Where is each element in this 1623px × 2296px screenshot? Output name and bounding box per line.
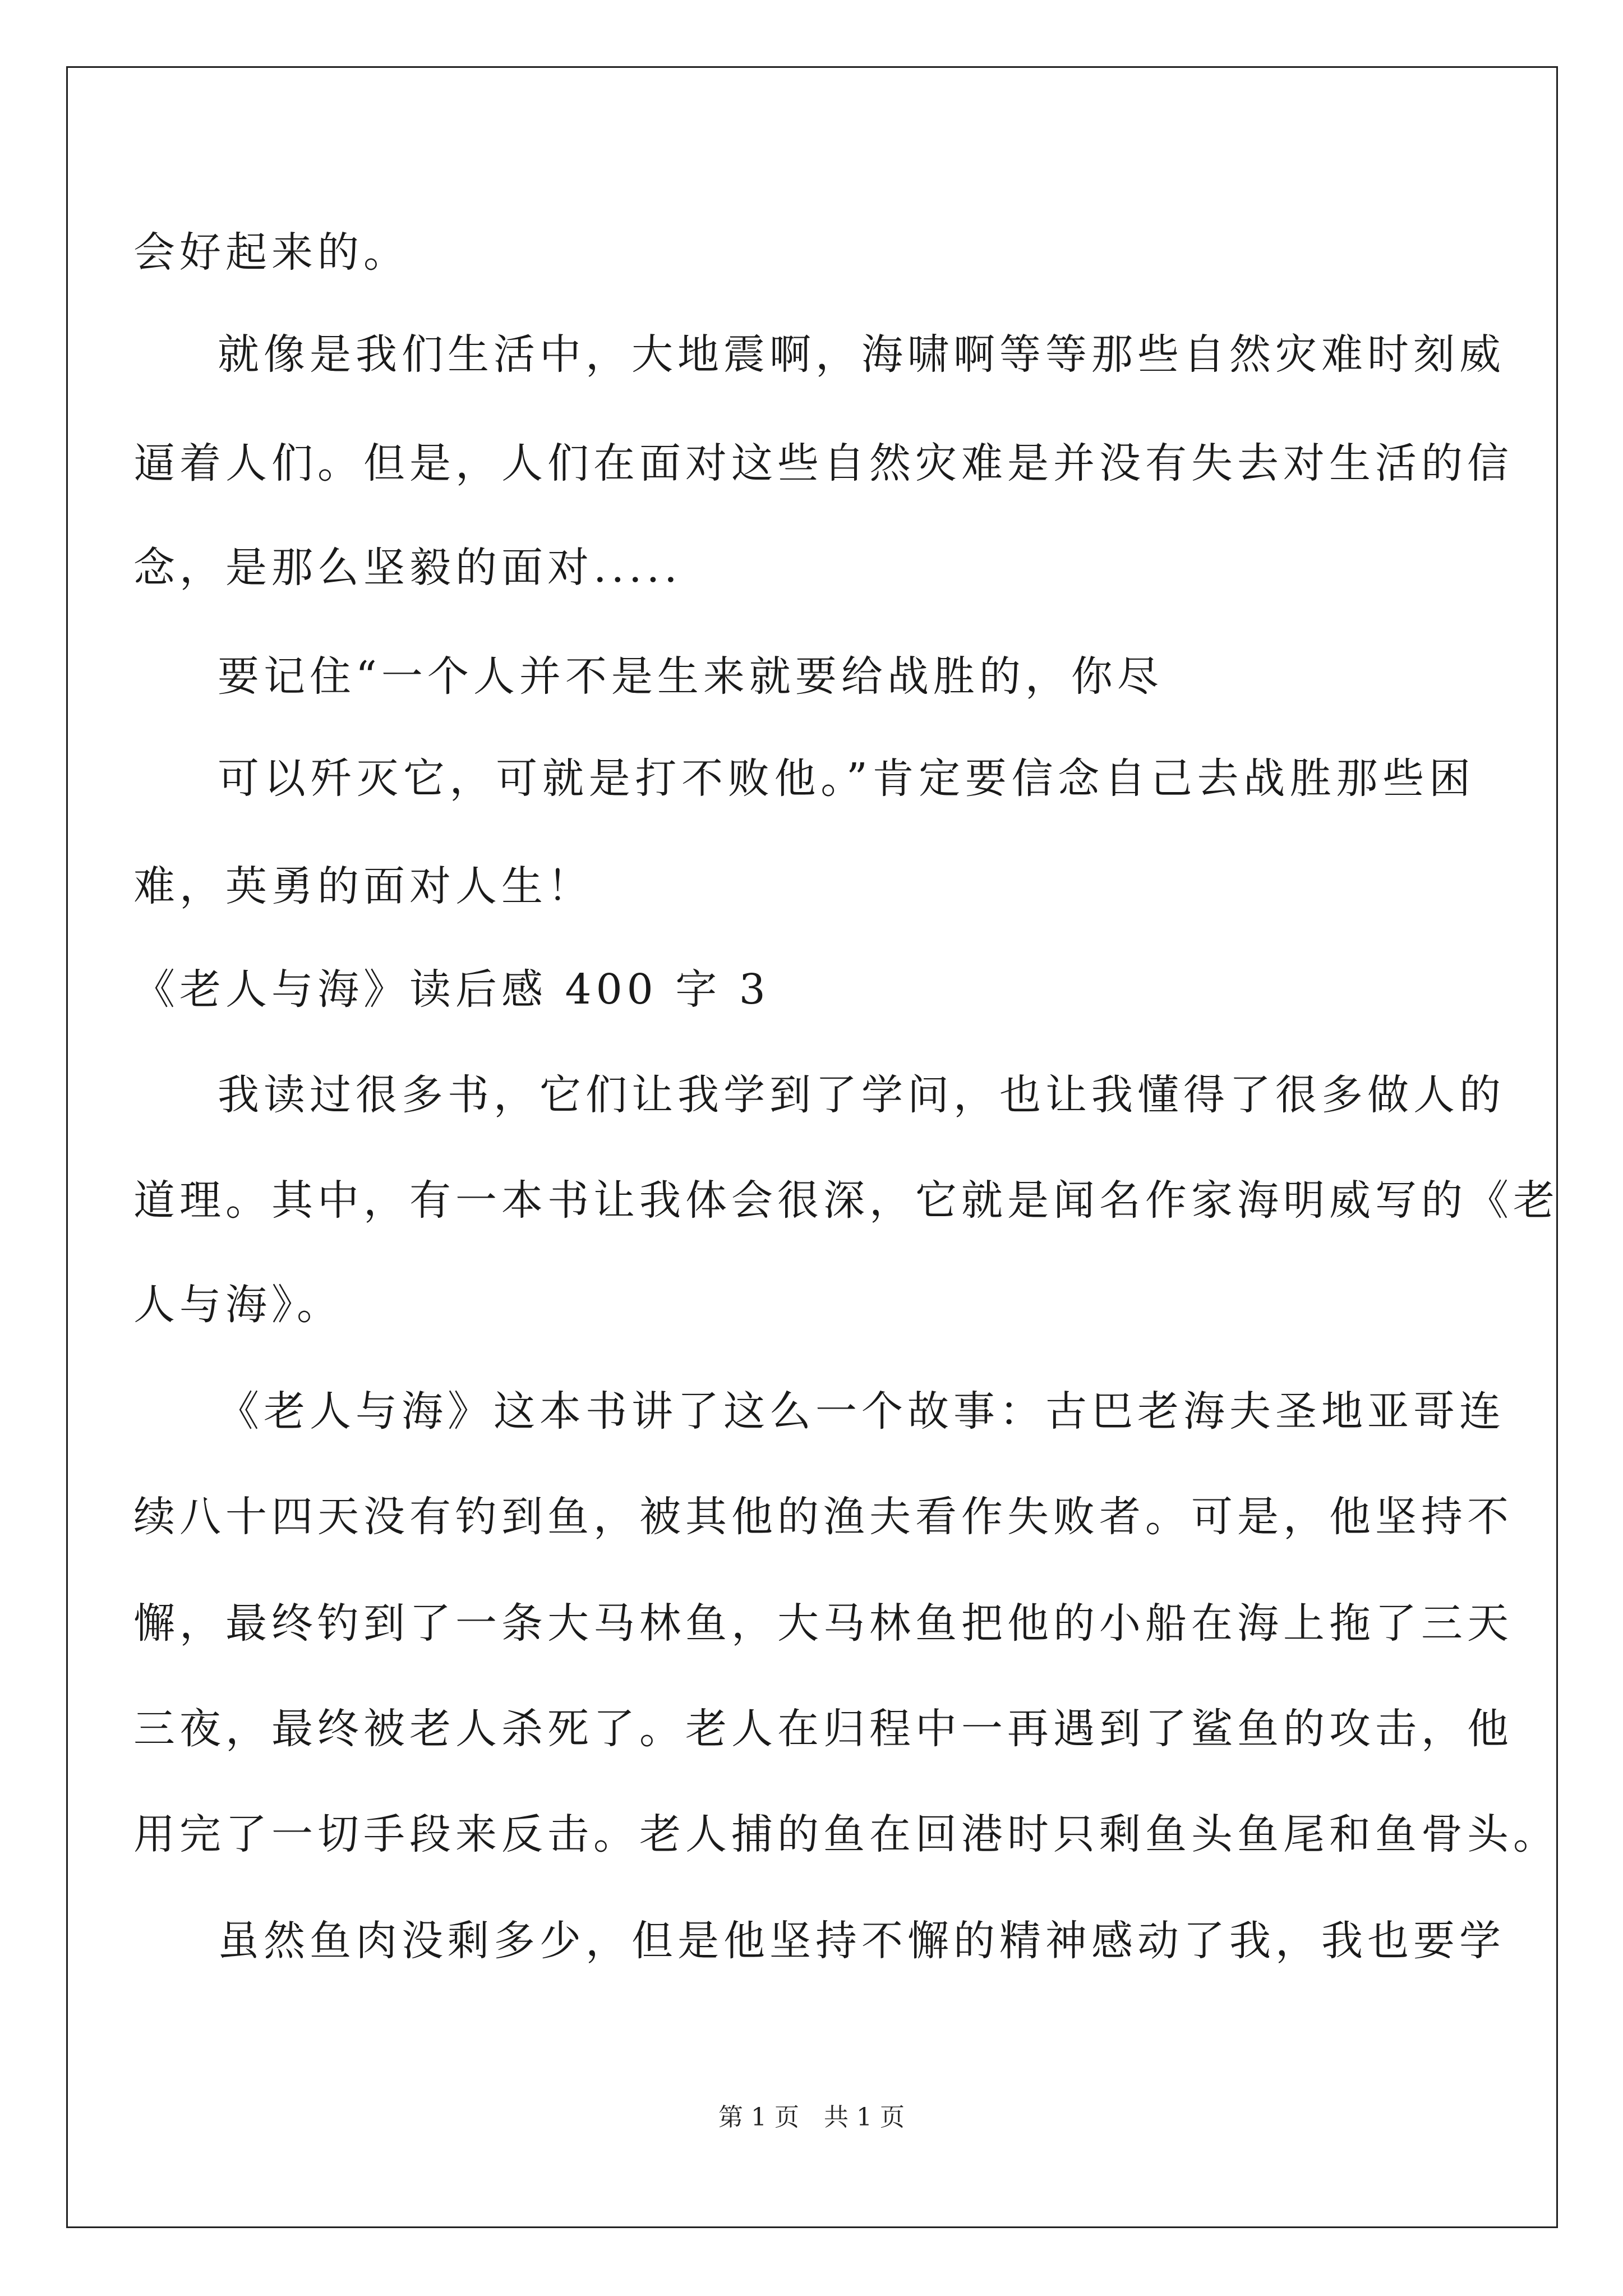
paragraph-line: 难，英勇的面对人生！ xyxy=(133,862,593,910)
paragraph-line: 道理。其中，有一本书让我体会很深，它就是闻名作家海明威写的《老 xyxy=(133,1176,1559,1225)
paragraph-line: 虽然鱼肉没剩多少，但是他坚持不懈的精神感动了我，我也要学 xyxy=(218,1917,1505,1965)
paragraph-line: 《老人与海》这本书讲了这么一个故事：古巴老海夫圣地亚哥连 xyxy=(218,1387,1505,1435)
page-border xyxy=(66,66,1558,2228)
paragraph-line: 续八十四天没有钓到鱼，被其他的渔夫看作失败者。可是，他坚持不 xyxy=(133,1493,1513,1541)
paragraph-line: 会好起来的。 xyxy=(133,228,409,277)
page-number-footer: 第 1 页 共 1 页 xyxy=(718,2103,905,2132)
paragraph-line: 逼着人们。但是，人们在面对这些自然灾难是并没有失去对生活的信 xyxy=(133,439,1513,487)
paragraph-line: 要记住“一个人并不是生来就要给战胜的，你尽 xyxy=(218,652,1163,701)
paragraph-line: 三夜，最终被老人杀死了。老人在归程中一再遇到了鲨鱼的攻击，他 xyxy=(133,1705,1513,1753)
paragraph-line: 念，是那么坚毅的面对..... xyxy=(133,544,682,592)
paragraph-line: 人与海》。 xyxy=(133,1281,343,1329)
paragraph-line: 就像是我们生活中，大地震啊，海啸啊等等那些自然灾难时刻威 xyxy=(218,330,1505,379)
paragraph-line: 用完了一切手段来反击。老人捕的鱼在回港时只剩鱼头鱼尾和鱼骨头。 xyxy=(133,1810,1559,1858)
paragraph-line: 我读过很多书，它们让我学到了学问，也让我懂得了很多做人的 xyxy=(218,1071,1505,1119)
paragraph-line: 懈，最终钓到了一条大马林鱼，大马林鱼把他的小船在海上拖了三天 xyxy=(133,1599,1513,1648)
paragraph-line: 可以歼灭它，可就是打不败他。”肯定要信念自己去战胜那些困 xyxy=(218,754,1475,803)
section-heading: 《老人与海》读后感 400 字 3 xyxy=(133,965,770,1014)
